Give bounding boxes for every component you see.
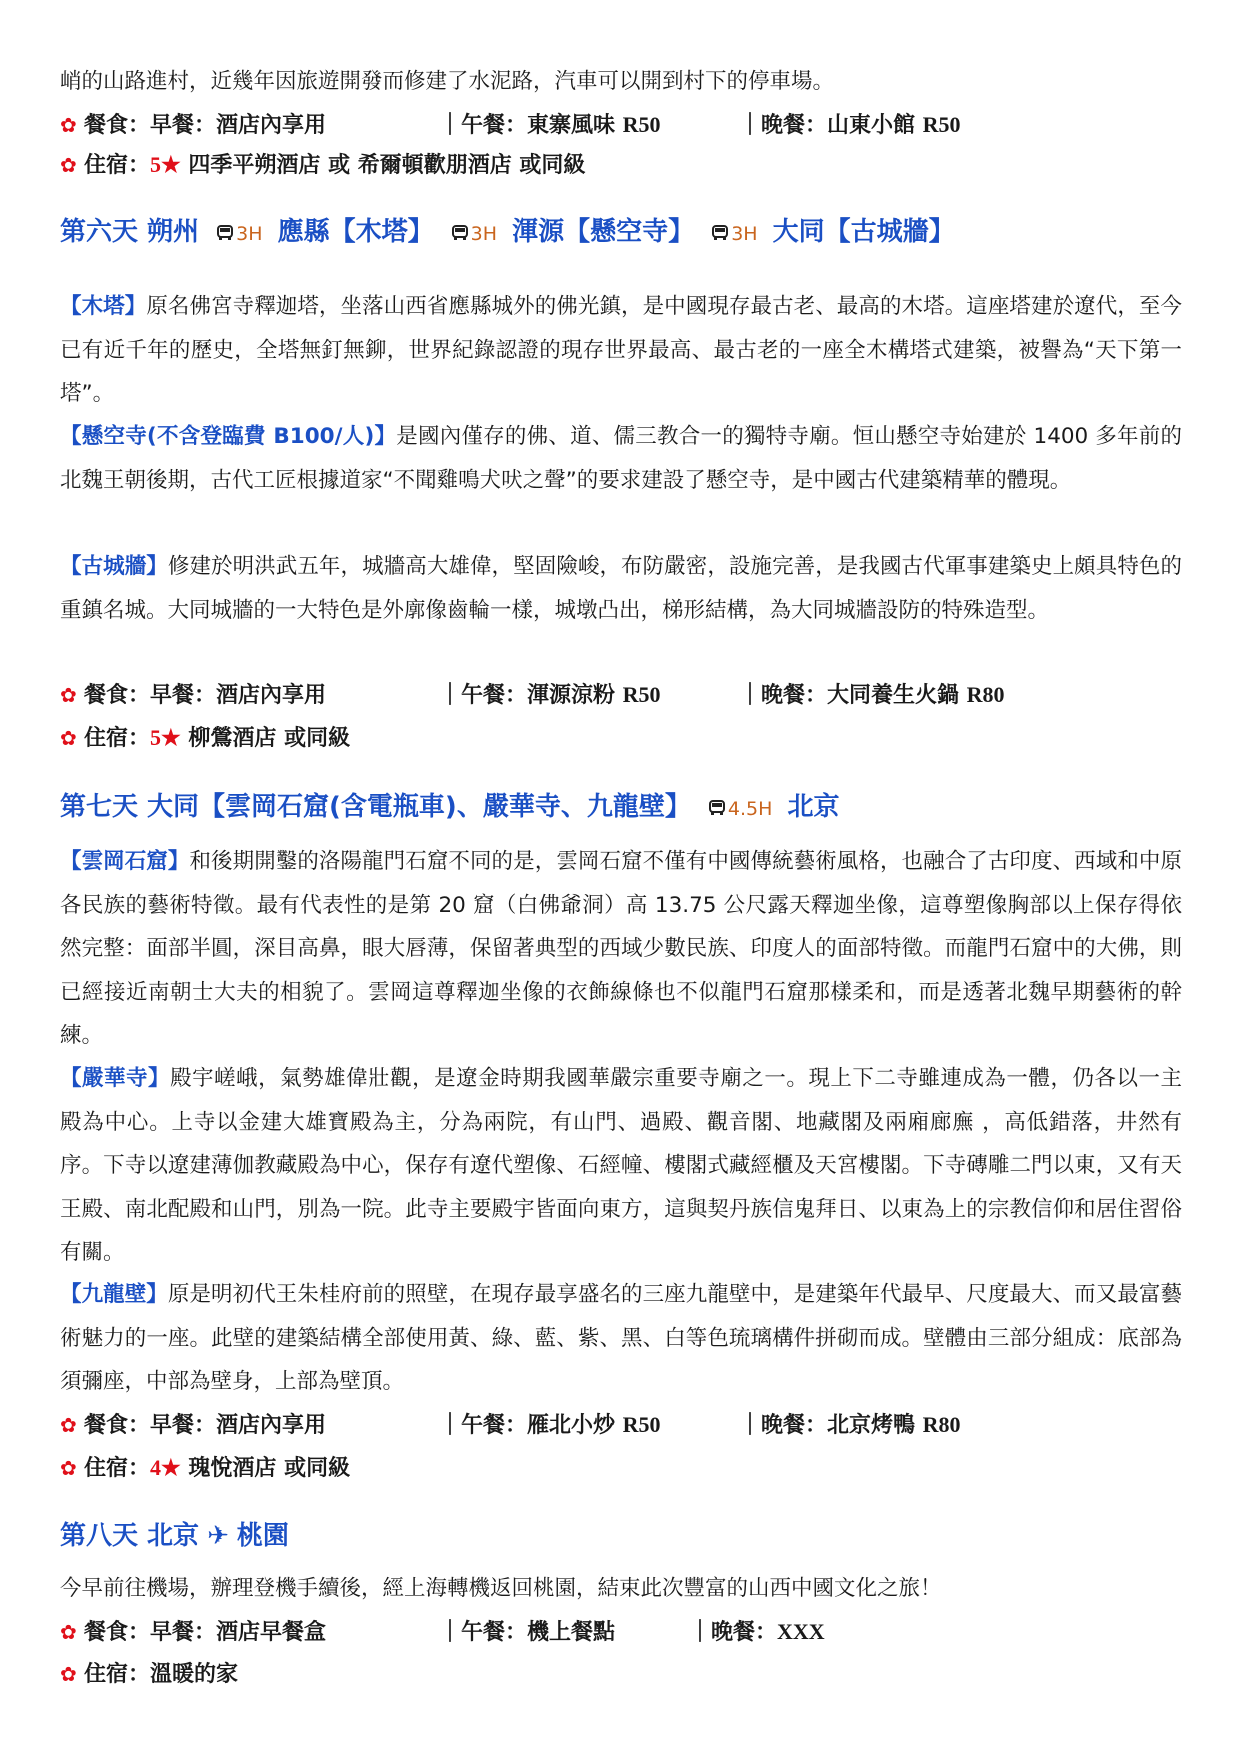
car-icon xyxy=(451,224,469,242)
day6-heading: 第六天 朔州 3H 應縣【木塔】 3H 渾源【懸空寺】 3H 大同【古城牆】 xyxy=(60,217,955,247)
flower-icon: ✿ xyxy=(60,1413,77,1437)
day8-paragraph: 今早前往機場，辦理登機手續後，經上海轉機返回桃園，結束此次豐富的山西中國文化之旅！ xyxy=(60,1576,942,1601)
gu-cheng-qiang-paragraph: 【古城牆】修建於明洪武五年，城牆高大雄偉，堅固險峻，布防嚴密，設施完善，是我國古代軍事建築史上頗具特色的重鎮名城。大同城牆的一大特色是外廓像齒輪一樣，城墩凸出，梯形結構，為大同城牆設防的特殊造型。 xyxy=(60,554,1182,623)
flower-icon: ✿ xyxy=(60,683,77,707)
day5-lodging: ✿ 住宿：5★ 四季平朔酒店 或 希爾頓歡朋酒店 或同級 xyxy=(60,143,1182,186)
day7-lodging: ✿ 住宿：4★ 瑰悅酒店 或同級 xyxy=(60,1446,1182,1489)
flower-icon: ✿ xyxy=(60,153,77,177)
car-icon xyxy=(216,224,234,242)
car-icon xyxy=(708,799,726,817)
flower-icon: ✿ xyxy=(60,113,77,137)
flower-icon: ✿ xyxy=(60,1620,77,1644)
hua-yan-si-paragraph: 【嚴華寺】殿宇嵯峨，氣勢雄偉壯觀，是遼金時期我國華嚴宗重要寺廟之一。現上下二寺雖連成為一體，仍各以一主 殿為中心。上寺以金建大雄寶殿為主，分為兩院，有山門、過殿、觀音閣、地藏閣及兩廂廊廡 ，高低錯落，井然有序。下寺以遼建薄伽教藏殿為中心，保存有遼代塑像、石經幢、樓閣式藏經櫃及天宮樓閣。下寺磚雕二門以東，又有天王殿、南北配殿和山門，別為一院。此寺主要殿宇皆面向東方，這與契丹族信鬼拜日、以東為上的宗教信仰和居住習俗有關。 xyxy=(60,1066,1182,1265)
mu-ta-paragraph: 【木塔】原名佛宮寺釋迦塔，坐落山西省應縣城外的佛光鎮，是中國現存最古老、最高的木塔。這座塔建於遼代，至今已有近千年的歷史，全塔無釘無鉚，世界紀錄認證的現存世界最高、最古老的一座全木構塔式建築，被譽為“天下第一塔”。 xyxy=(60,294,1182,406)
flower-icon: ✿ xyxy=(60,1456,77,1480)
day8-lodging: ✿ 住宿：溫暖的家 xyxy=(60,1653,1182,1696)
day6-meals: ✿ 餐食：早餐：酒店內享用 ｜午餐：渾源涼粉 R50 ｜晚餐：大同養生火鍋 R80 xyxy=(60,673,1182,716)
day7-heading: 第七天 大同【雲岡石窟(含電瓶車)、嚴華寺、九龍壁】 4.5H 北京 xyxy=(60,792,840,822)
flower-icon: ✿ xyxy=(60,1662,77,1686)
day5-tail-text: 峭的山路進村，近幾年因旅遊開發而修建了水泥路，汽車可以開到村下的停車場。 xyxy=(60,69,835,94)
day7-meals: ✿ 餐食：早餐：酒店內享用 ｜午餐：雁北小炒 R50 ｜晚餐：北京烤鴨 R80 xyxy=(60,1403,1182,1446)
day5-meals: ✿ 餐食：早餐：酒店內享用 ｜午餐：東寨風味 R50 ｜晚餐：山東小館 R50 xyxy=(60,103,1182,146)
car-icon xyxy=(711,224,729,242)
yun-gang-paragraph: 【雲岡石窟】和後期開鑿的洛陽龍門石窟不同的是，雲岡石窟不僅有中國傳統藝術風格，也融合了古印度、西域和中原各民族的藝術特徵。最有代表性的是第 20 窟（白佛爺洞）高 13.75 公尺露天釋迦坐像，這尊塑像胸部以上保存得依然完整：面部半圓，深目高鼻，眼大唇薄，保留著典型的西域少數民族、印度人的面部特徵。而龍門石窟中的大佛，則已經接近南朝士大夫的相貌了。雲岡這尊釋迦坐像的衣飾線條也不似龍門石窟那樣柔和，而是透著北魏早期藝術的幹練。 xyxy=(60,849,1182,1048)
jiu-long-bi-paragraph: 【九龍壁】原是明初代王朱桂府前的照壁，在現存最享盛名的三座九龍壁中，是建築年代最早、尺度最大、而又最富藝術魅力的一座。此壁的建築結構全部使用黃、綠、藍、紫、黑、白等色琉璃構件拼砌而成。壁體由三部分組成：底部為須彌座，中部為壁身，上部為壁頂。 xyxy=(60,1282,1182,1394)
day8-heading: 第八天 北京 ✈ 桃園 xyxy=(60,1521,289,1551)
day6-lodging: ✿ 住宿：5★ 柳鶯酒店 或同級 xyxy=(60,716,1182,759)
day8-meals: ✿ 餐食：早餐：酒店早餐盒 ｜午餐：機上餐點 ｜晚餐：XXX xyxy=(60,1610,1182,1653)
airplane-icon: ✈ xyxy=(207,1521,229,1551)
flower-icon: ✿ xyxy=(60,726,77,750)
xuan-kong-si-paragraph: 【懸空寺(不含登臨費 B100/人)】是國內僅存的佛、道、儒三教合一的獨特寺廟。恒山懸空寺始建於 1400 多年前的北魏王朝後期，古代工匠根據道家“不聞雞鳴犬吠之聲”的要求建設了懸空寺，是中國古代建築精華的體現。 xyxy=(60,424,1182,493)
